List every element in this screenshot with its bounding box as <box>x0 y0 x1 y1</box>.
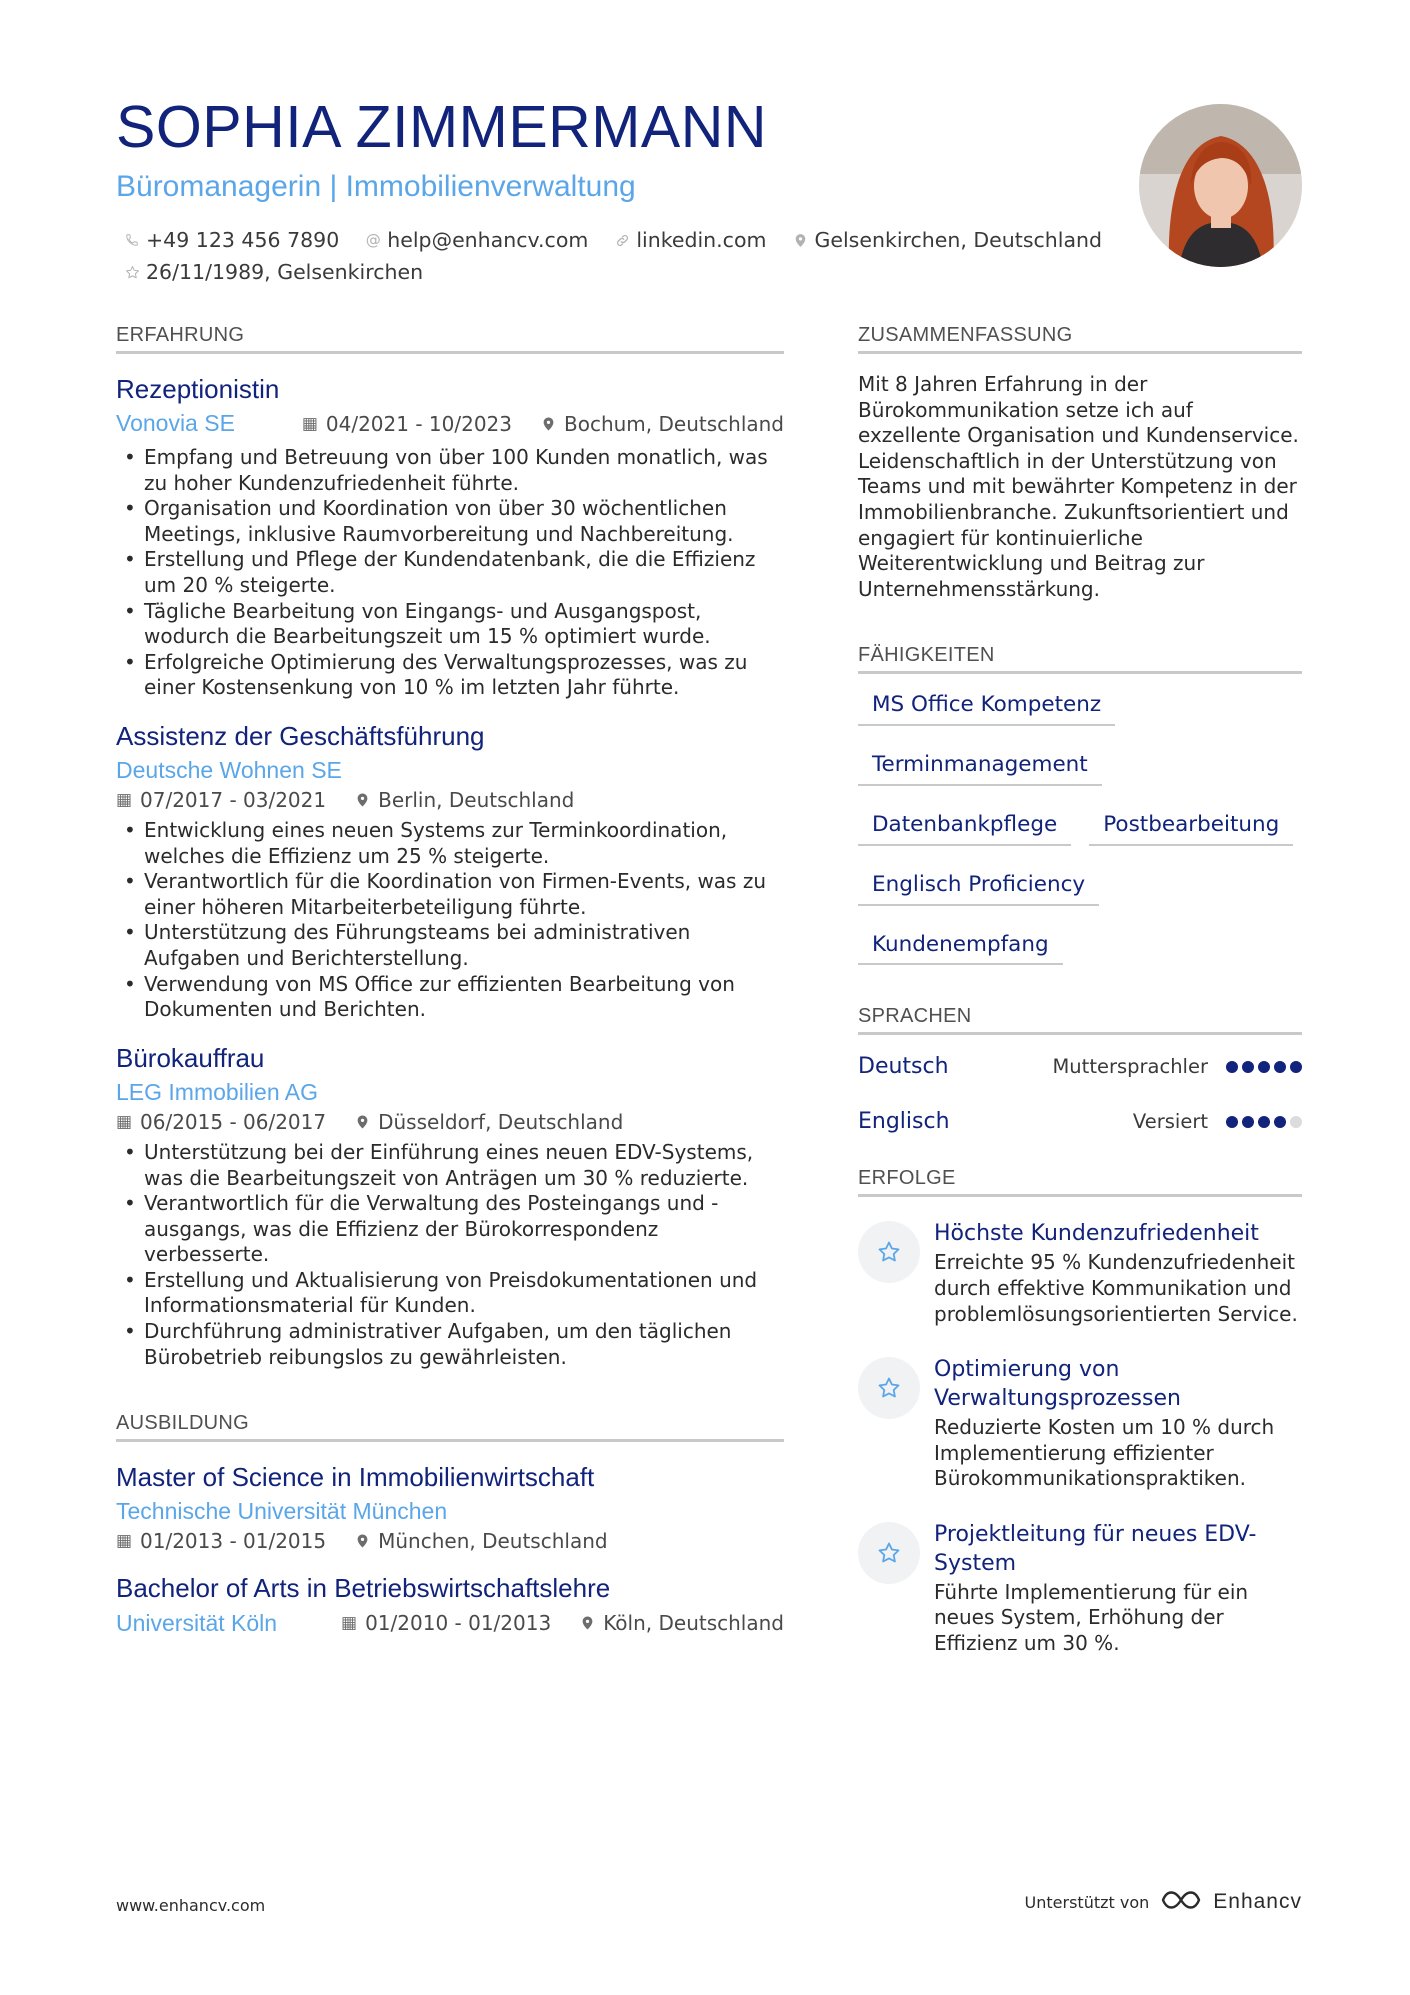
achievement-item <box>858 1520 1302 1657</box>
star-icon <box>858 1221 920 1283</box>
job-company: LEG Immobilien AG <box>116 1079 318 1106</box>
job-dates: 04/2021 - 10/2023 <box>325 412 512 437</box>
left-column <box>116 324 784 1638</box>
rating-dot <box>1274 1061 1286 1073</box>
education-location: Köln, Deutschland <box>603 1611 784 1636</box>
contact-email[interactable] <box>365 228 588 252</box>
achievement-title: Höchste Kundenzufriedenheit <box>934 1221 1259 1247</box>
location-pin-icon <box>354 1114 370 1130</box>
contact-info <box>124 224 1104 288</box>
language-row <box>858 1094 1302 1149</box>
summary-text: Mit 8 Jahren Erfahrung in der Bürokommunikation setze ich auf exzellente Organisation und Kundenservice. Leidenschaftlich in der Unterstützung von Teams und mit bewährter Kompetenz in der Immobilienbranche. Zukunftsorientiert und engagiert für kontinuierliche Weiterentwicklung und Beitrag zur Unternehmensstärkung. <box>858 372 1299 601</box>
education-entry <box>116 1573 784 1638</box>
rating-dot <box>1290 1116 1302 1128</box>
skills-section-title: FÄHIGKEITEN <box>858 644 1302 674</box>
calendar-icon: ▦ <box>115 790 133 811</box>
candidate-title: Büromanagerin | Immobilienverwaltung <box>116 170 636 203</box>
location-pin-icon <box>354 1533 370 1549</box>
achievement-desc: Reduzierte Kosten um 10 % durch Implementierung effizienter Bürokommunikationspraktiken. <box>934 1415 1275 1491</box>
language-name: Deutsch <box>858 1054 949 1080</box>
phone-icon <box>124 232 140 248</box>
list-item: • Empfang und Betreuung von über 100 Kunden monatlich, was zu hoher Kundenzufriedenheit führte. <box>116 445 784 496</box>
list-item: • Verantwortlich für die Koordination von Firmen-Events, was zu einer höheren Mitarbeiterbeteiligung führte. <box>116 869 784 920</box>
rating-dot <box>1242 1116 1254 1128</box>
phone-text: +49 123 456 7890 <box>146 228 340 252</box>
job-role: Assistenz der Geschäftsführung <box>116 721 485 752</box>
job-bullets <box>116 445 784 701</box>
skill-tag: Kundenempfang <box>858 932 1063 966</box>
rating-dot <box>1274 1116 1286 1128</box>
language-level: Versiert <box>1132 1110 1208 1134</box>
language-rating <box>1226 1116 1302 1128</box>
list-item: • Organisation und Koordination von über 30 wöchentlichen Meetings, inklusive Raumvorbereitung und Nachbereitung. <box>116 496 784 547</box>
rating-dot <box>1258 1116 1270 1128</box>
location-text: Gelsenkirchen, Deutschland <box>814 228 1103 252</box>
achievement-desc: Erreichte 95 % Kundenzufriedenheit durch effektive Kommunikation und problemlösungsorientierten Service. <box>934 1250 1298 1326</box>
skills-list <box>858 692 1302 991</box>
list-item: • Unterstützung des Führungsteams bei administrativen Aufgaben und Berichterstellung. <box>116 920 784 971</box>
powered-by-text: Unterstützt von <box>1024 1892 1150 1912</box>
star-outline-icon <box>124 264 140 280</box>
list-item: • Verwendung von MS Office zur effizienten Bearbeitung von Dokumenten und Berichten. <box>116 972 784 1023</box>
rating-dot <box>1226 1061 1238 1073</box>
right-column <box>858 324 1302 1657</box>
achievement-title: Projektleitung für neues EDV-System <box>934 1521 1257 1576</box>
skill-tag: Postbearbeitung <box>1089 812 1293 846</box>
job-entry <box>116 374 784 701</box>
job-entry <box>116 1043 784 1370</box>
languages-section-title: SPRACHEN <box>858 1005 1302 1035</box>
location-pin-icon <box>579 1615 595 1631</box>
list-item: • Verantwortlich für die Verwaltung des Posteingangs und -ausgangs, was die Effizienz der Bürokorrespondenz verbesserte. <box>116 1191 784 1268</box>
job-entry <box>116 721 784 1023</box>
link-icon <box>614 232 630 248</box>
job-company: Deutsche Wohnen SE <box>116 757 342 784</box>
education-dates: 01/2013 - 01/2015 <box>140 1529 327 1554</box>
contact-linkedin[interactable] <box>614 228 766 252</box>
calendar-icon: ▦ <box>341 1613 358 1634</box>
calendar-icon: ▦ <box>115 1531 133 1552</box>
languages-list <box>858 1039 1302 1149</box>
job-dates: 07/2017 - 03/2021 <box>140 788 327 813</box>
list-item: • Entwicklung eines neuen Systems zur Terminkoordination, welches die Effizienz um 25 % steigerte. <box>116 818 784 869</box>
linkedin-text: linkedin.com <box>636 228 767 252</box>
email-text: help@enhancv.com <box>387 228 589 252</box>
education-entry <box>116 1462 784 1553</box>
skill-tag: Englisch Proficiency <box>858 872 1099 906</box>
language-level: Muttersprachler <box>1052 1055 1208 1079</box>
star-icon <box>858 1357 920 1419</box>
language-name: Englisch <box>858 1109 950 1135</box>
candidate-name: SOPHIA ZIMMERMANN <box>116 94 767 160</box>
experience-section-title: ERFAHRUNG <box>116 324 784 354</box>
language-row <box>858 1039 1302 1094</box>
rating-dot <box>1290 1061 1302 1073</box>
brand-name: Enhancv <box>1213 1890 1302 1913</box>
summary-section-title: ZUSAMMENFASSUNG <box>858 324 1302 354</box>
contact-location <box>792 228 1102 252</box>
job-bullets <box>116 818 784 1023</box>
job-company: Vonovia SE <box>116 410 235 437</box>
achievements-section-title: ERFOLGE <box>858 1167 1302 1197</box>
education-dates: 01/2010 - 01/2013 <box>365 1611 552 1636</box>
birth-text: 26/11/1989, Gelsenkirchen <box>146 260 424 284</box>
language-rating <box>1226 1061 1302 1073</box>
skill-tag: Terminmanagement <box>858 752 1102 786</box>
job-role: Rezeptionistin <box>116 374 280 404</box>
profile-photo <box>1139 104 1302 267</box>
job-location: Bochum, Deutschland <box>564 412 784 437</box>
education-section-title: AUSBILDUNG <box>116 1412 784 1442</box>
job-location: Berlin, Deutschland <box>378 788 575 813</box>
job-dates: 06/2015 - 06/2017 <box>140 1109 327 1134</box>
list-item: • Erfolgreiche Optimierung des Verwaltungsprozesses, was zu einer Kostensenkung von 10 % im letzten Jahr führte. <box>116 650 784 701</box>
list-item: • Tägliche Bearbeitung von Eingangs- und Ausgangspost, wodurch die Bearbeitungszeit um 15 % optimiert wurde. <box>116 599 784 650</box>
education-location: München, Deutschland <box>378 1529 608 1554</box>
education-degree: Bachelor of Arts in Betriebswirtschaftslehre <box>116 1573 611 1604</box>
location-pin-icon <box>354 792 370 808</box>
footer-branding <box>1025 1888 1302 1916</box>
contact-phone <box>124 228 339 252</box>
calendar-icon: ▦ <box>115 1111 133 1132</box>
list-item: • Erstellung und Aktualisierung von Preisdokumentationen und Informationsmaterial für Kunden. <box>116 1268 784 1319</box>
location-pin-icon <box>792 232 808 248</box>
job-bullets <box>116 1140 784 1370</box>
education-school: Universität Köln <box>116 1609 278 1636</box>
at-icon: @ <box>365 231 381 249</box>
achievement-item <box>858 1219 1302 1327</box>
job-location: Düsseldorf, Deutschland <box>378 1109 624 1134</box>
achievement-item <box>858 1355 1302 1492</box>
list-item: • Erstellung und Pflege der Kundendatenbank, die die Effizienz um 20 % steigerte. <box>116 547 784 598</box>
calendar-icon: ▦ <box>301 414 318 435</box>
achievement-desc: Führte Implementierung für ein neues System, Erhöhung der Effizienz um 30 %. <box>934 1579 1249 1656</box>
star-icon <box>858 1522 920 1584</box>
list-item: • Unterstützung bei der Einführung eines neuen EDV-Systems, was die Bearbeitungszeit von Anträgen um 30 % reduzierte. <box>116 1140 784 1191</box>
rating-dot <box>1258 1061 1270 1073</box>
rating-dot <box>1242 1061 1254 1073</box>
contact-birth <box>124 260 423 284</box>
achievement-title: Optimierung von Verwaltungsprozessen <box>934 1357 1181 1412</box>
job-role: Bürokauffrau <box>116 1042 265 1073</box>
enhancv-logo-icon <box>1159 1888 1203 1916</box>
list-item: • Durchführung administrativer Aufgaben, um den täglichen Bürobetrieb reibungslos zu gewährleisten. <box>116 1319 784 1370</box>
skill-tag: Datenbankpflege <box>858 812 1071 846</box>
education-degree: Master of Science in Immobilienwirtschaft <box>116 1462 595 1493</box>
location-pin-icon <box>540 416 556 432</box>
footer-website[interactable]: www.enhancv.com <box>116 1896 266 1915</box>
skill-tag: MS Office Kompetenz <box>858 692 1115 726</box>
education-school: Technische Universität München <box>116 1498 448 1525</box>
rating-dot <box>1226 1116 1238 1128</box>
